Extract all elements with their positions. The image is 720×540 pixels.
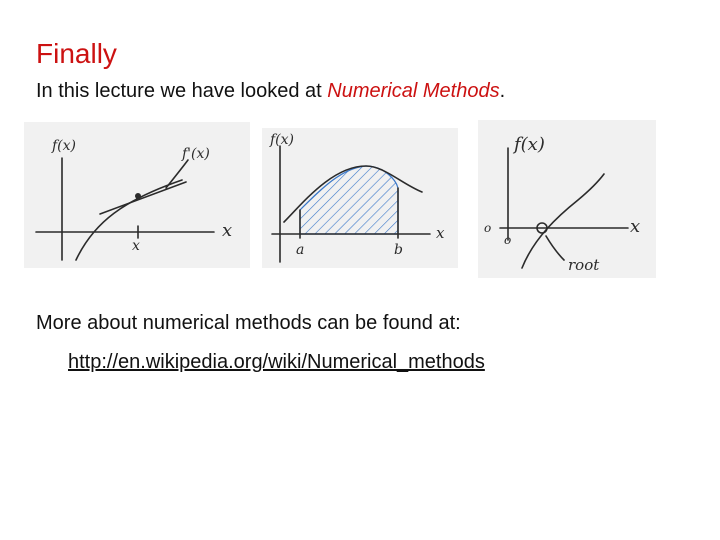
intro-suffix: . bbox=[499, 80, 506, 102]
ylabel-fx: f(x) bbox=[514, 134, 545, 155]
origin-x-label: o bbox=[504, 233, 512, 247]
root-sketch bbox=[478, 120, 656, 278]
more-info-text: More about numerical methods can be found at: bbox=[36, 312, 461, 334]
slide-title: Finally bbox=[36, 38, 117, 69]
axis-label-x: x bbox=[630, 216, 641, 237]
label-leader bbox=[166, 160, 188, 188]
root-pointer bbox=[546, 236, 564, 260]
curve-label-fprime: f'(x) bbox=[182, 146, 210, 162]
axis-label-x: x bbox=[222, 220, 233, 241]
origin-y-label: o bbox=[484, 221, 492, 235]
shaded-area bbox=[300, 166, 398, 234]
intro-text bbox=[36, 80, 505, 103]
function-curve bbox=[522, 174, 604, 268]
intro-emphasis: Numerical Methods bbox=[327, 80, 500, 102]
integral-sketch bbox=[262, 128, 458, 268]
ylabel-fx: f(x) bbox=[270, 132, 295, 148]
bound-a-label: a bbox=[296, 242, 305, 258]
tangent-point bbox=[135, 193, 141, 199]
x-tick-label: x bbox=[132, 238, 140, 254]
tangent-line bbox=[100, 182, 186, 214]
function-curve bbox=[76, 180, 182, 260]
derivative-sketch bbox=[24, 122, 250, 268]
bound-b-label: b bbox=[394, 242, 403, 258]
ylabel-fx: f(x) bbox=[52, 138, 77, 154]
root-label: root bbox=[568, 256, 600, 274]
axis-label-x: x bbox=[436, 224, 445, 242]
wikipedia-link[interactable]: http://en.wikipedia.org/wiki/Numerical_methods bbox=[68, 351, 485, 373]
intro-prefix: In this lecture we have looked at bbox=[36, 80, 328, 102]
